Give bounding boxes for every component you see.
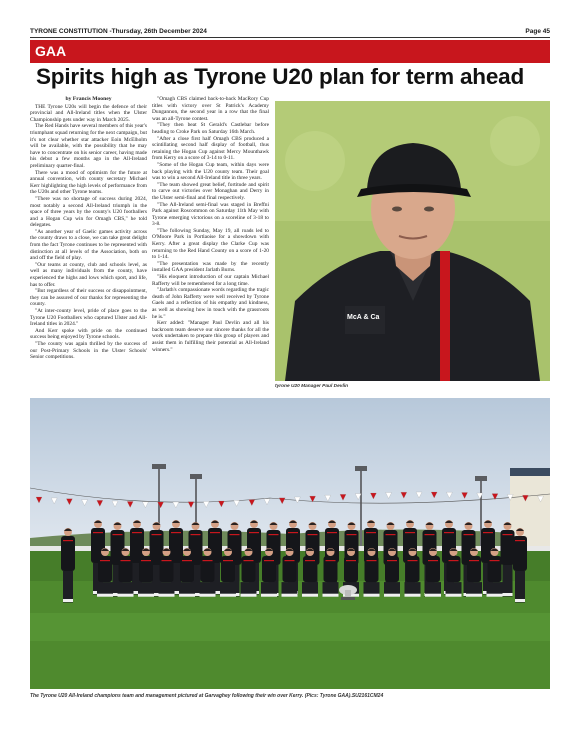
pitch-stripe — [30, 613, 550, 641]
article-paragraph: "The county was again thrilled by the success of our Post-Primary Schools in the Ulster Schools' Senior competitions. — [30, 340, 147, 361]
article-paragraph: "They then beat St Gerald's Castlebar before heading to Croke Park on Saturday 16th March. — [152, 122, 269, 135]
team-photo-caption: The Tyrone U20 All-Ireland champions team and management pictured at Garvaghey following their win over Kerry. (Pics: Tyrone GAA).SU2161CM24 — [30, 693, 384, 699]
article-paragraph: "The team showed great belief, fortitude and spirit to carve out victories over Monaghan and Derry in the Ulster semi-final and final respectively. — [152, 181, 269, 201]
article-paragraph: THE Tyrone U20s will begin the defence of their provincial and All-Ireland titles when the Ulster Championship gets under way in March 2025. — [30, 103, 147, 123]
article-column-1 — [30, 96, 147, 361]
article-paragraph: "The following Sunday, May 19, all roads led to O'Moore Park in Portlaoise for a showdown with Kerry. After a great display the Clarke Cup was returning to the Red Hand County on a score of 1-20 to 1-14. — [152, 227, 269, 261]
article-paragraph: "Our teams at county, club and schools level, as well as many individuals from the county, have experienced the highs and lows which sport, and life, has to offer. — [30, 261, 147, 288]
article-paragraph: "The presentation was made by the recently installed GAA president Jarlath Burns. — [152, 260, 269, 274]
article-paragraph: Kerr added: "Manager Paul Devlin and all his backroom team deserve our sincere thanks for all the work undertaken to prepare this group of players and assist them in fulfilling their potential as All-Ireland winners." — [152, 320, 269, 353]
team-photo — [30, 398, 550, 689]
team-member — [513, 528, 527, 603]
article-paragraph: "There was no shortage of success during 2024, most notably a second All-Ireland triumph in the space of three years by the county's U20 footballers and a Hogan Cup win for Omagh CBS," he told delegates. — [30, 195, 147, 229]
stand-roof — [510, 468, 550, 476]
manager-portrait — [275, 101, 550, 381]
jacket-red-stripe — [440, 251, 450, 381]
article-paragraph: "At inter-county level, pride of place goes to the Tyrone U20 Footballers who captured Ulster and All-Ireland titles in 2024." — [30, 308, 147, 328]
article-paragraph: The Red Hands have several members of this year's triumphant squad returning for the next campaign, but it's not clear whether star attacker Eoin McElholm will be available, with the possibility that he may have to concentrate on his senior career, having made his debut a few months ago in the All-Ireland preliminary quarter-final. — [30, 123, 147, 169]
bokeh-light — [490, 116, 540, 166]
article-paragraph: And Kerr spoke with pride on the continued success being enjoyed by Tyrone schools. — [30, 327, 147, 341]
portrait-illustration — [275, 101, 550, 381]
right-eye — [424, 207, 434, 212]
column-2-body — [152, 96, 269, 353]
bokeh-light — [285, 131, 345, 191]
page-number: Page 45 — [525, 27, 550, 35]
article-paragraph: "The All-Ireland semi-final was staged in Breffni Park against Roscommon on Saturday 11th May with Tyrone emerging victorious on a scoreline of 3-18 to 3-8. — [152, 201, 269, 228]
article-paragraph: "But regardless of their success or disappointment, they can be assured of our thanks for representing the county. — [30, 288, 147, 308]
left-eye — [392, 207, 402, 212]
team-member — [501, 522, 515, 597]
masthead — [30, 25, 550, 37]
team-member — [61, 528, 75, 603]
team-illustration — [30, 398, 550, 689]
section-label: GAA — [30, 40, 550, 63]
byline: by Francis Mooney — [65, 96, 112, 102]
trophy — [339, 585, 357, 600]
article-paragraph: "After a close first half Omagh CBS produced a scintillating second half display of football, thus retaining the Hogan Cup against Mercy Mounthawk from Kerry on a score of 3-14 to 0-11. — [152, 135, 269, 162]
publication-line: TYRONE CONSTITUTION -Thursday, 26th December 2024 — [30, 27, 207, 35]
masthead-rule — [30, 37, 550, 38]
article-paragraph: "Jarlath's compassionate words regarding the tragic death of John Rafferty were well received by Tyrone Gaels and a reflection of his empathy and kindness, as well as showing how in touch with the grassroots he is." — [152, 287, 269, 320]
article-paragraph: "Omagh CBS claimed back-to-back MacRory Cup titles with victory over St Patrick's Academy Dungannon, the second year in a row that the final was an all-Tyrone contest. — [152, 96, 269, 122]
article-column-2 — [152, 96, 269, 353]
headline: Spirits high as Tyrone U20 plan for term ahead — [36, 64, 524, 89]
article-paragraph: "Some of the Hogan Cup team, within days were back playing with the U20 county team. Their goal was to win a second All-Ireland title in three years. — [152, 161, 269, 182]
jacket-sponsor-text: McA & Ca — [347, 314, 380, 321]
article-paragraph: "His eloquent introduction of our captain Michael Rafferty will be remembered for a long time. — [152, 274, 269, 287]
column-1-body — [30, 104, 147, 361]
article-paragraph: "As another year of Gaelic games activity across the county draws to a close, we can take great delight from the fact Tyrone continues to be represented with distinction at all levels of the Association, both on and off the field of play. — [30, 228, 147, 262]
portrait-caption: tyrone U20 Manager Paul Devlin — [275, 384, 349, 389]
article-paragraph: There was a mood of optimism for the future at annual convention, with county secretary Michael Kerr highlighting the high levels of performance from the U20s and other Tyrone teams. — [30, 169, 147, 196]
